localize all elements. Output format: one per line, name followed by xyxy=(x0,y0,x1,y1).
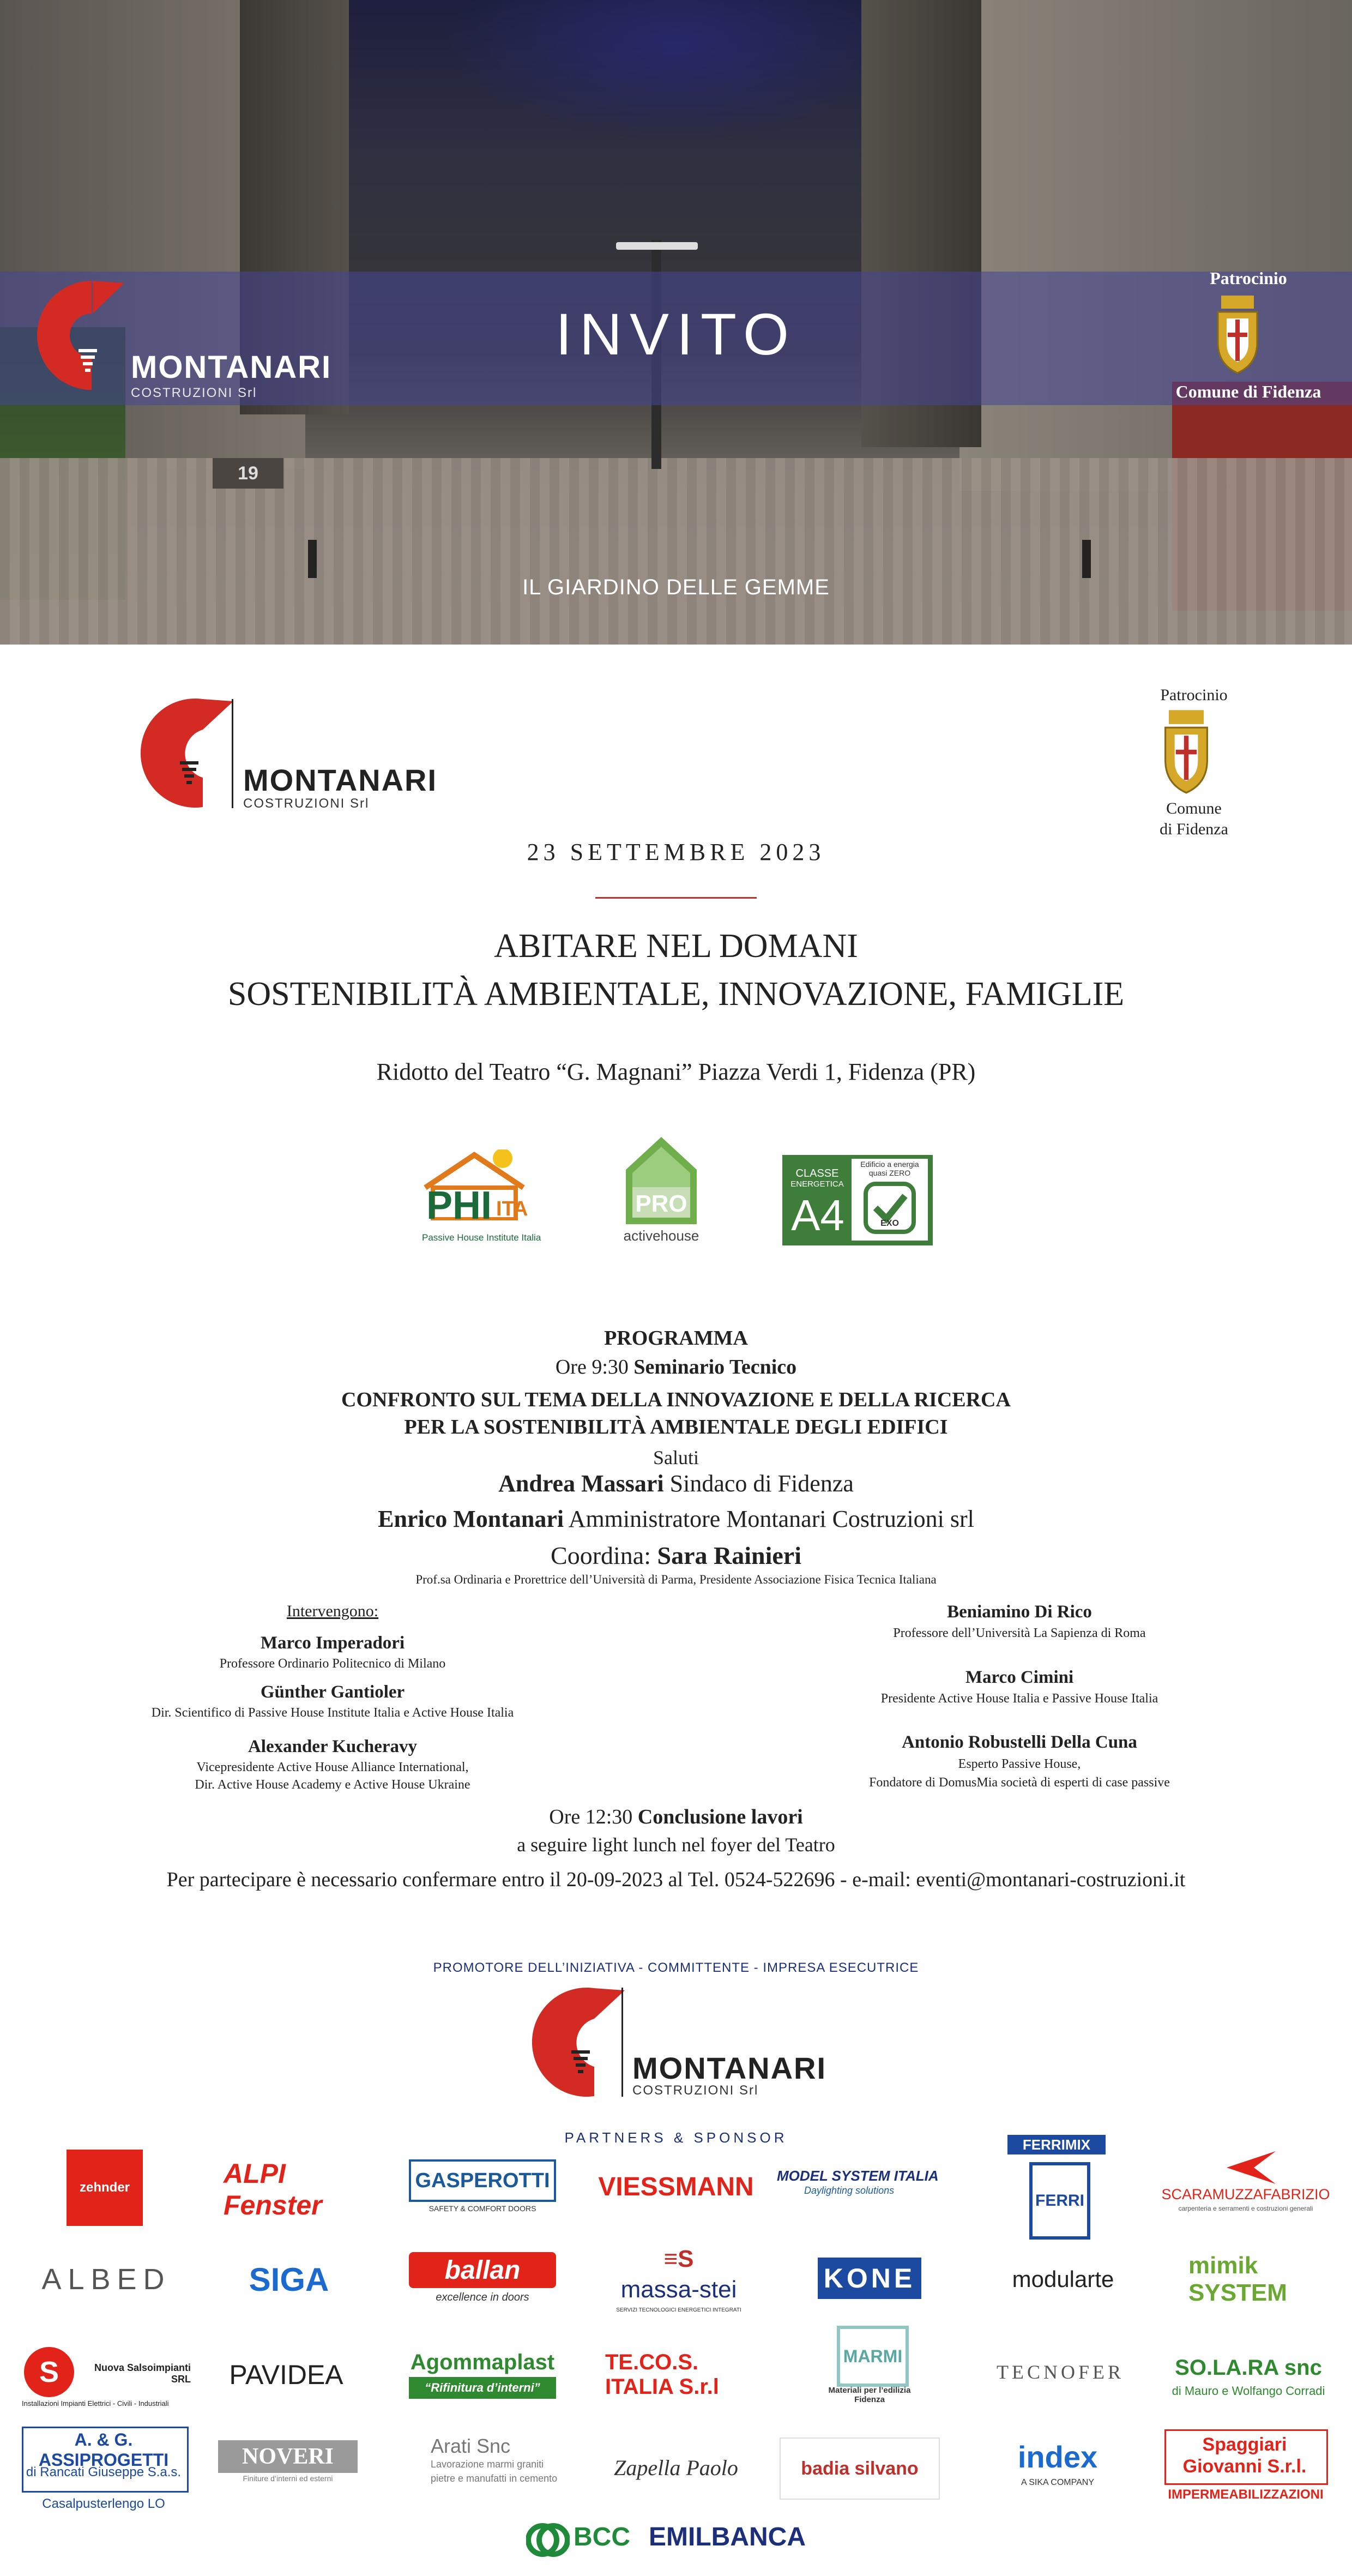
event-venue: Ridotto del Teatro “G. Magnani” Piazza Verdi 1, Fidenza (PR) xyxy=(376,1058,976,1085)
gasperotti-sub: SAFETY & COMFORT DOORS xyxy=(428,2204,536,2213)
hero-comune: Comune di Fidenza xyxy=(1175,382,1321,401)
phi-main: PHI xyxy=(426,1184,492,1227)
salso-mark-icon xyxy=(22,2345,82,2399)
right-speaker-role2: Fondatore di DomusMia società di esperti di case passive xyxy=(869,1775,1170,1790)
a4-value: A4 xyxy=(791,1191,844,1239)
montanari-logo-icon xyxy=(518,1985,627,2099)
left-speaker-name: Alexander Kucheravy xyxy=(248,1737,418,1756)
assi-sub2: Casalpusterlengo LO xyxy=(42,2496,165,2511)
program-session xyxy=(0,1355,1352,1379)
program-heading: PROGRAMMA xyxy=(604,1327,748,1350)
sponsor-marmi xyxy=(815,2326,924,2427)
sponsor-viessmann: VIESSMANN xyxy=(598,2172,754,2201)
event-date: 23 SETTEMBRE 2023 xyxy=(527,839,825,865)
hero-brand-sub: COSTRUZIONI Srl xyxy=(131,386,257,400)
sponsor-ballan xyxy=(409,2252,556,2307)
massa-name: massa-stei xyxy=(620,2276,737,2303)
sponsor-spaggiari xyxy=(1161,2429,1330,2506)
salso-sub: Installazioni Impianti Elettrici - Civili - Industriali xyxy=(22,2399,169,2408)
right-speaker-role: Presidente Active House Italia e Passive House Italia xyxy=(880,1692,1158,1706)
scaramuzza-name: SCARAMUZZAFABRIZIO xyxy=(1161,2186,1330,2202)
noveri-sub: Finiture d’interni ed esterni xyxy=(243,2474,333,2483)
scaramuzza-sub: carpenteria e serramenti e costruzioni generali xyxy=(1178,2205,1313,2212)
footer-promoter: PROMOTORE DELL’INIZIATIVA - COMMITTENTE - IMPRESA ESECUTRICE xyxy=(433,1960,919,1975)
hero-photo xyxy=(0,0,1352,645)
sponsor-massa-stei xyxy=(597,2244,760,2320)
spaggiari-sub: IMPERMEABILIZZAZIONI xyxy=(1168,2487,1324,2502)
sponsor-ferrimix xyxy=(1007,2135,1106,2238)
classe-a4-logo xyxy=(782,1155,933,1245)
sponsor-mimik: mimik SYSTEM xyxy=(1188,2252,1287,2306)
speaker2 xyxy=(0,1505,1352,1533)
header-patrocinio: Patrocinio xyxy=(1160,686,1228,704)
program-rsvp: Per partecipare è necessario confermare entro il 20-09-2023 al Tel. 0524-522696 - e-mail: eventi@montanari-costruzioni.it xyxy=(166,1868,1186,1891)
sponsor-siga: SIGA xyxy=(249,2261,329,2298)
hero-title: INVITO xyxy=(555,301,797,367)
coord-name: Sara Rainieri xyxy=(657,1542,801,1569)
sponsor-kone: KONE xyxy=(818,2258,921,2299)
noveri-name: NOVERI xyxy=(218,2440,358,2473)
lamp-head xyxy=(616,242,698,250)
pro-text: PRO xyxy=(635,1190,687,1217)
sponsor-modularte: modularte xyxy=(1012,2266,1114,2292)
hero-subtitle: IL GIARDINO DELLE GEMME xyxy=(522,575,830,599)
paved-street xyxy=(0,458,1352,645)
right-speaker-role: Professore dell’Università La Sapienza di Roma xyxy=(893,1626,1146,1640)
speaker1-role: Sindaco di Fidenza xyxy=(669,1470,854,1497)
sponsor-scaramuzza xyxy=(1156,2151,1336,2217)
sponsor-albed: ALBED xyxy=(41,2263,171,2296)
active-house-logo xyxy=(620,1137,702,1246)
bank-bcc: BCC xyxy=(574,2523,630,2551)
a4-badge: EXO xyxy=(880,1219,899,1228)
arati-name: Arati Snc xyxy=(431,2435,511,2457)
right-speaker-name: Marco Cimini xyxy=(965,1668,1074,1687)
massa-sub: SERVIZI TECNOLOGICI ENERGETICI INTEGRATI xyxy=(616,2307,741,2313)
date-divider xyxy=(595,897,757,899)
bollard xyxy=(308,540,317,578)
event-title-line2: SOSTENIBILITÀ AMBIENTALE, INNOVAZIONE, FAMIGLIE xyxy=(227,976,1125,1013)
coordinator xyxy=(0,1541,1352,1570)
footer-brand: MONTANARI xyxy=(632,2051,827,2085)
event-title-line1: ABITARE NEL DOMANI xyxy=(494,928,858,965)
speaker1-name: Andrea Massari xyxy=(498,1470,664,1497)
sponsor-solara xyxy=(1161,2356,1336,2405)
header-comune-line1: Comune xyxy=(1166,799,1222,817)
speaker2-name: Enrico Montanari xyxy=(378,1506,564,1532)
agomma-sub: “Rifinitura d’interni” xyxy=(409,2377,556,2399)
program-conclusion-label: Conclusione lavori xyxy=(637,1805,803,1828)
logo-divider xyxy=(232,699,233,808)
a4-classe: CLASSE xyxy=(795,1167,839,1179)
spaggiari-name: Spaggiari Giovanni S.r.l. xyxy=(1182,2434,1307,2477)
model-system-name: MODEL SYSTEM ITALIA xyxy=(777,2168,939,2184)
scaramuzza-star-icon xyxy=(1227,2151,1276,2184)
assi-sub: di Rancati Giuseppe S.a.s. xyxy=(26,2465,182,2479)
program-topic-line2: PER LA SOSTENIBILITÀ AMBIENTALE DEGLI EDIFICI xyxy=(404,1416,948,1439)
index-name: index xyxy=(1017,2439,1098,2474)
right-speaker-name: Beniamino Di Rico xyxy=(947,1602,1092,1622)
arati-sub1: Lavorazione marmi graniti xyxy=(431,2459,544,2470)
ballan-sub: excellence in doors xyxy=(436,2291,529,2303)
phi-caption: Passive House Institute Italia xyxy=(422,1232,541,1243)
hero-brand: MONTANARI xyxy=(131,350,332,385)
header-brand: MONTANARI xyxy=(243,763,438,797)
program-time1: Ore 9:30 xyxy=(555,1356,629,1379)
phi-italia-logo xyxy=(420,1149,545,1248)
sponsor-noveri xyxy=(218,2440,360,2489)
fidenza-crest-icon xyxy=(1154,708,1219,795)
montanari-logo-icon xyxy=(26,275,135,401)
coord-role: Prof.sa Ordinaria e Prorettrice dell’Università di Parma, Presidente Associazione Fisica Tecnica Italiana xyxy=(415,1573,937,1586)
pro-caption: activehouse xyxy=(623,1227,699,1244)
left-speaker-role: Professore Ordinario Politecnico di Milano xyxy=(219,1657,446,1671)
svg-text:S: S xyxy=(39,2356,59,2388)
right-speaker-name: Antonio Robustelli Della Cuna xyxy=(902,1732,1137,1752)
a4-top: Edificio a energia xyxy=(860,1160,919,1169)
sponsor-alpi-fenster: ALPI Fenster xyxy=(224,2158,322,2220)
model-system-sub: Daylighting solutions xyxy=(804,2185,895,2196)
footer-brand-sub: COSTRUZIONI Srl xyxy=(632,2083,759,2098)
arati-sub2: pietre e manufatti in cemento xyxy=(431,2473,558,2484)
partners-heading: PARTNERS & SPONSOR xyxy=(564,2129,788,2146)
sponsor-arati xyxy=(398,2435,572,2500)
solara-sub: di Mauro e Wolfango Corradi xyxy=(1172,2384,1325,2398)
left-speaker-name: Marco Imperadori xyxy=(260,1633,405,1653)
ferri-name: FERRI xyxy=(1029,2162,1090,2240)
marmi-name: MARMI xyxy=(837,2326,909,2387)
solara-name: SO.LA.RA snc xyxy=(1175,2356,1322,2380)
left-speaker-role: Vicepresidente Active House Alliance International, xyxy=(196,1760,469,1774)
program-seminar: Seminario Tecnico xyxy=(633,1356,797,1379)
fidenza-crest-icon xyxy=(1211,293,1264,375)
right-speaker-role: Esperto Passive House, xyxy=(958,1757,1081,1771)
speaker1 xyxy=(0,1470,1352,1497)
a4-energetica: ENERGETICA xyxy=(790,1179,844,1189)
sponsor-zehnder: zehnder xyxy=(67,2150,143,2226)
montanari-logo-icon xyxy=(126,696,236,810)
street-number: 19 xyxy=(213,458,283,489)
a4-badge-box xyxy=(852,1159,928,1241)
program-lunch: a seguire light lunch nel foyer del Teatro xyxy=(517,1834,835,1856)
bcc-mark-icon xyxy=(526,2518,570,2562)
sponsor-tecos: TE.CO.S. ITALIA S.r.l xyxy=(605,2350,719,2399)
sponsor-model-system xyxy=(777,2168,962,2211)
sponsor-agommaplast xyxy=(409,2348,556,2402)
left-speaker-role: Dir. Scientifico di Passive House Institute Italia e Active House Italia xyxy=(151,1706,514,1720)
phi-ita: ITA xyxy=(496,1197,528,1220)
gasperotti-name: GASPEROTTI xyxy=(409,2159,556,2202)
bank-name: EMILBANCA xyxy=(649,2523,806,2551)
bollard xyxy=(1082,540,1091,578)
sponsor-gasperotti xyxy=(409,2159,556,2219)
index-sub: A SIKA COMPANY xyxy=(1021,2478,1094,2487)
sponsor-zapella: Zapella Paolo xyxy=(614,2455,738,2480)
salso-name: Nuova Salsoimpianti SRL xyxy=(94,2362,191,2385)
hero-patrocinio: Patrocinio xyxy=(1210,268,1287,288)
sponsor-pavidea: PAVIDEA xyxy=(229,2360,343,2390)
program-topic-line1: CONFRONTO SUL TEMA DELLA INNOVAZIONE E DELLA RICERCA xyxy=(341,1388,1011,1411)
header-comune-line2: di Fidenza xyxy=(1160,820,1228,838)
left-speaker-role2: Dir. Active House Academy e Active House Ukraine xyxy=(195,1778,470,1792)
logo-divider xyxy=(621,1988,623,2097)
ballan-name: ballan xyxy=(409,2252,556,2288)
agomma-name: Agommaplast xyxy=(410,2350,555,2374)
marmi-sub: Materiali per l’edilizia Fidenza xyxy=(828,2386,911,2404)
sponsor-badia-silvano: badia silvano xyxy=(780,2437,940,2500)
coord-label: Coordina: xyxy=(551,1542,651,1569)
program-conclusion xyxy=(0,1805,1352,1829)
a4-top2: quasi ZERO xyxy=(868,1169,911,1177)
sponsor-assiprogetti xyxy=(22,2427,191,2517)
intervengono-label: Intervengono: xyxy=(286,1602,379,1620)
ferrimix-name: FERRIMIX xyxy=(1007,2135,1106,2154)
assi-name: A. & G. ASSIPROGETTI xyxy=(38,2430,169,2470)
program-saluti: Saluti xyxy=(653,1447,699,1468)
header-brand-sub: COSTRUZIONI Srl xyxy=(243,796,370,811)
sponsor-salsoimpianti xyxy=(22,2345,191,2410)
left-speaker-name: Günther Gantioler xyxy=(260,1682,405,1702)
program-time2: Ore 12:30 xyxy=(549,1805,633,1828)
speaker2-role: Amministratore Montanari Costruzioni srl xyxy=(568,1506,974,1532)
sponsor-tecnofer: TECNOFER xyxy=(996,2361,1124,2383)
massa-mark-icon: ≡S xyxy=(663,2246,694,2272)
sponsor-index xyxy=(981,2437,1134,2492)
